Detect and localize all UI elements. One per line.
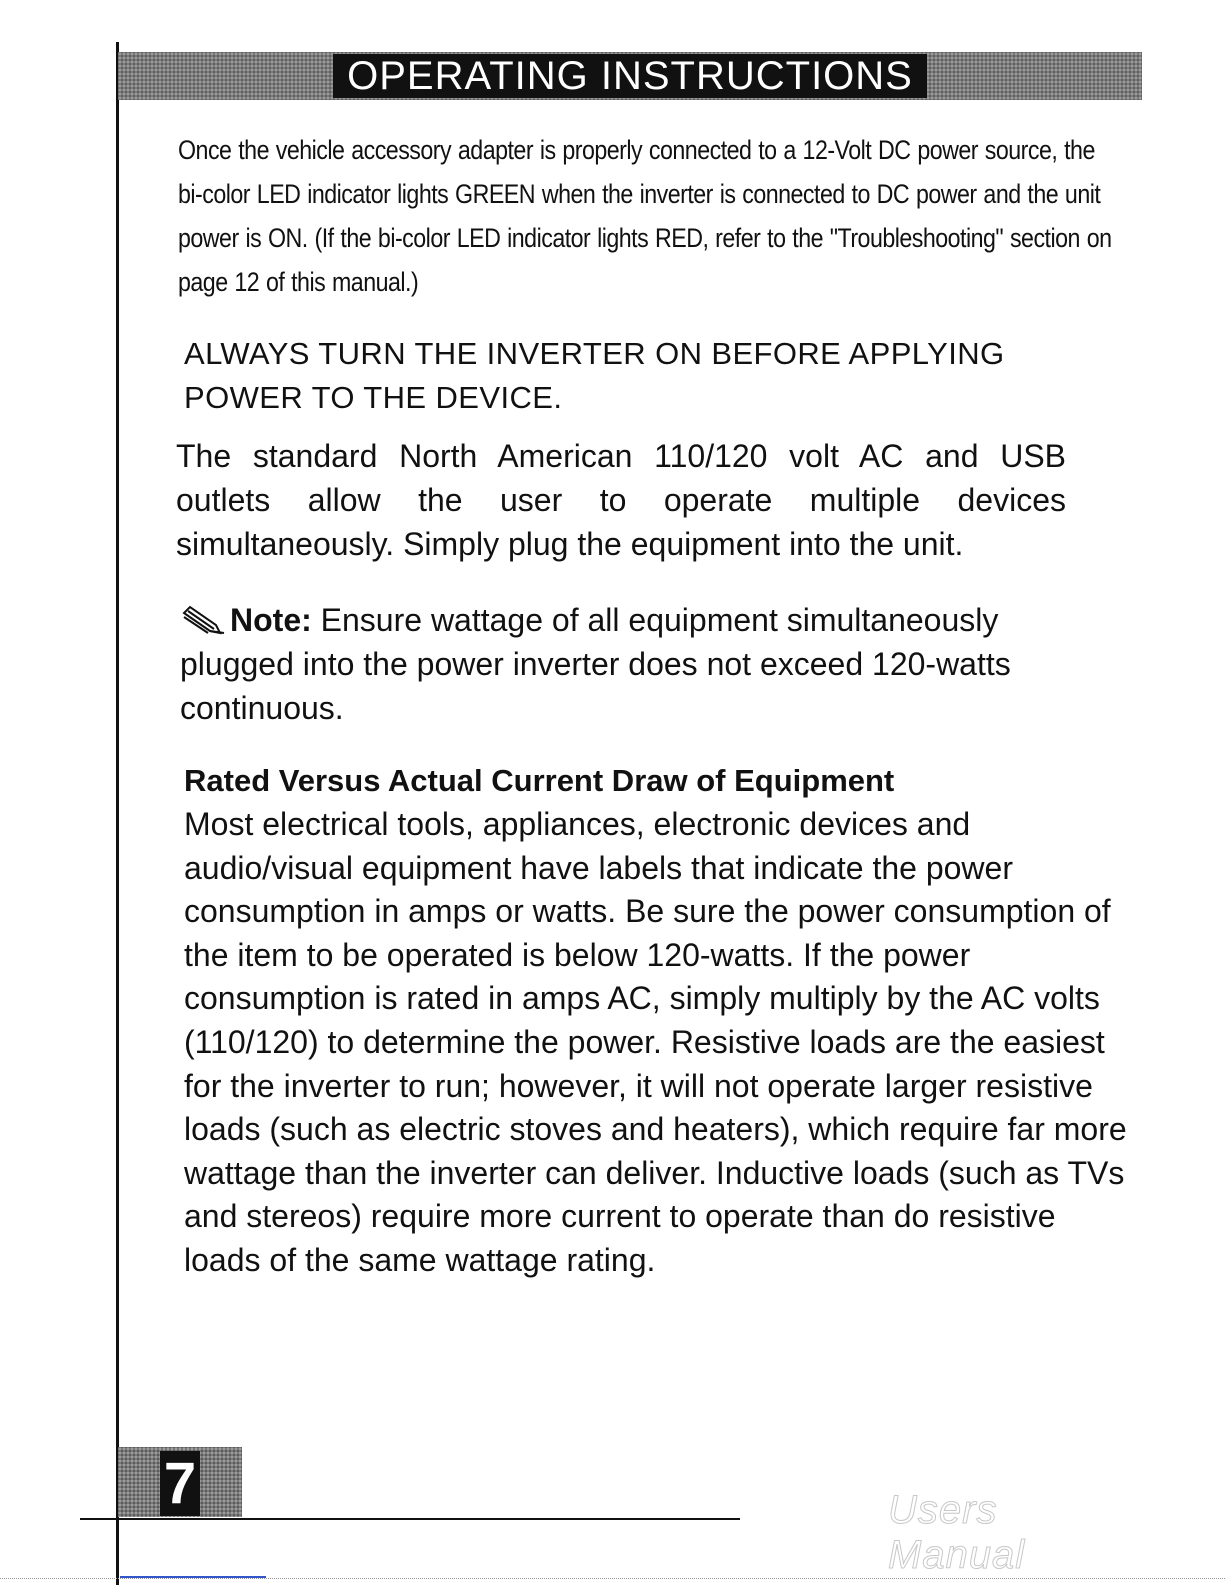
page-title-text: OPERATING INSTRUCTIONS (333, 54, 927, 98)
selection-mark (120, 1576, 266, 1578)
current-draw-section (184, 759, 1134, 1283)
left-margin-rule (116, 42, 119, 1585)
page-number (118, 1447, 242, 1517)
outlets-paragraph: The standard North American 110/120 volt AC and USB outlets allow the user to operate multiple devices simultaneously. Simply plug the equipment into the unit. (176, 438, 1066, 562)
footer-rule (80, 1518, 740, 1520)
page-number-text: 7 (160, 1451, 200, 1516)
intro-paragraph: Once the vehicle accessory adapter is properly connected to a 12-Volt DC power source, the bi-color LED indicator lights GREEN when the inverter is connected to DC power and the unit power is ON. (If the bi-color LED indicator lights RED, refer to the "Troubleshooting" section on page 12 of this manual.) (178, 135, 1112, 297)
pencil-icon (180, 602, 226, 632)
note-text: Ensure wattage of all equipment simultaneously plugged into the power inverter does not exceed 120-watts continuous. (180, 602, 1011, 726)
section-body: Most electrical tools, appliances, electronic devices and audio/visual equipment have labels that indicate the power consumption in amps or watts. Be sure the power consumption of the item to be operated is below 120-watts. If the power consumption is rated in amps AC, simply multiply by the AC volts (110/120) to determine the power. Resistive loads are the easiest for the inverter to run; however, it will not operate larger resistive loads (such as electric stoves and heaters), which require far more wattage than the inverter can deliver. Inductive loads (such as TVs and stereos) require more current to operate than do resistive loads of the same wattage rating. (184, 806, 1127, 1278)
page-title (118, 52, 1142, 100)
page-bottom-edge (0, 1578, 1225, 1579)
note-paragraph (180, 598, 1100, 730)
footer-manual-label: Users Manual (888, 1488, 1026, 1577)
section-heading: Rated Versus Actual Current Draw of Equipment (184, 763, 895, 798)
note-label: Note: (230, 602, 312, 638)
warning-text: ALWAYS TURN THE INVERTER ON BEFORE APPLYING POWER TO THE DEVICE. (184, 336, 1005, 415)
